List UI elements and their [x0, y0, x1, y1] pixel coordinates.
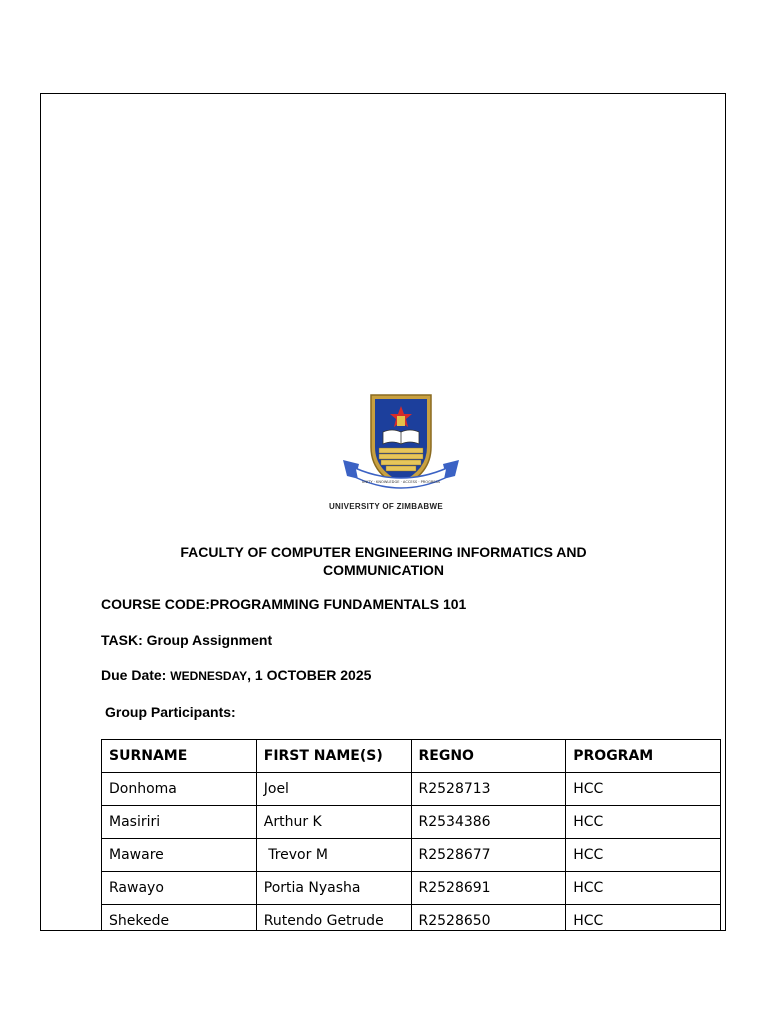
cell-regno: R2534386 — [411, 806, 566, 839]
cell-surname: Maware — [102, 839, 257, 872]
table-header-row — [102, 740, 721, 773]
cell-regno: R2528713 — [411, 773, 566, 806]
cell-regno: R2528650 — [411, 905, 566, 932]
group-participants-label: Group Participants: — [105, 704, 236, 720]
cell-surname: Rawayo — [102, 872, 257, 905]
crest-motto: UNITY · KNOWLEDGE · ACCESS · PROGRESS — [361, 480, 441, 484]
table-row — [102, 773, 721, 806]
task-line — [101, 632, 272, 648]
table-row — [102, 872, 721, 905]
cell-first-names: Trevor M — [256, 839, 411, 872]
course-code-label: COURSE CODE: — [101, 596, 210, 612]
cell-first-names: Portia Nyasha — [256, 872, 411, 905]
header-regno: REGNO — [411, 740, 566, 773]
faculty-title — [121, 543, 646, 579]
faculty-title-line1: FACULTY OF COMPUTER ENGINEERING INFORMATICS AND — [180, 544, 587, 560]
cell-regno: R2528691 — [411, 872, 566, 905]
cell-program: HCC — [566, 839, 721, 872]
header-surname: SURNAME — [102, 740, 257, 773]
cell-surname: Masiriri — [102, 806, 257, 839]
university-crest-logo — [341, 392, 461, 517]
header-first-names: FIRST NAME(S) — [256, 740, 411, 773]
faculty-title-line2: COMMUNICATION — [322, 562, 445, 578]
table-row — [102, 839, 721, 872]
header-program: PROGRAM — [566, 740, 721, 773]
course-code-value: PROGRAMMING FUNDAMENTALS 101 — [209, 596, 467, 612]
task-value: Group Assignment — [146, 632, 273, 648]
cell-regno: R2528677 — [411, 839, 566, 872]
due-date-value: , 1 OCTOBER 2025 — [247, 667, 372, 683]
course-code-line — [101, 596, 466, 612]
task-label: TASK: — [101, 632, 143, 648]
due-date-line — [101, 667, 371, 683]
participants-table — [101, 739, 721, 931]
table-row — [102, 905, 721, 932]
cell-first-names: Joel — [256, 773, 411, 806]
cell-surname: Donhoma — [102, 773, 257, 806]
cell-program: HCC — [566, 872, 721, 905]
university-name-caption: UNIVERSITY OF ZIMBABWE — [328, 502, 443, 511]
cell-surname: Shekede — [102, 905, 257, 932]
cell-program: HCC — [566, 773, 721, 806]
document-page — [40, 93, 726, 931]
due-date-day: WEDNESDAY — [170, 669, 248, 683]
table-row — [102, 806, 721, 839]
due-date-label: Due Date: — [101, 667, 167, 683]
cell-program: HCC — [566, 905, 721, 932]
cell-first-names: Arthur K — [256, 806, 411, 839]
cell-first-names: Rutendo Getrude — [256, 905, 411, 932]
cell-program: HCC — [566, 806, 721, 839]
